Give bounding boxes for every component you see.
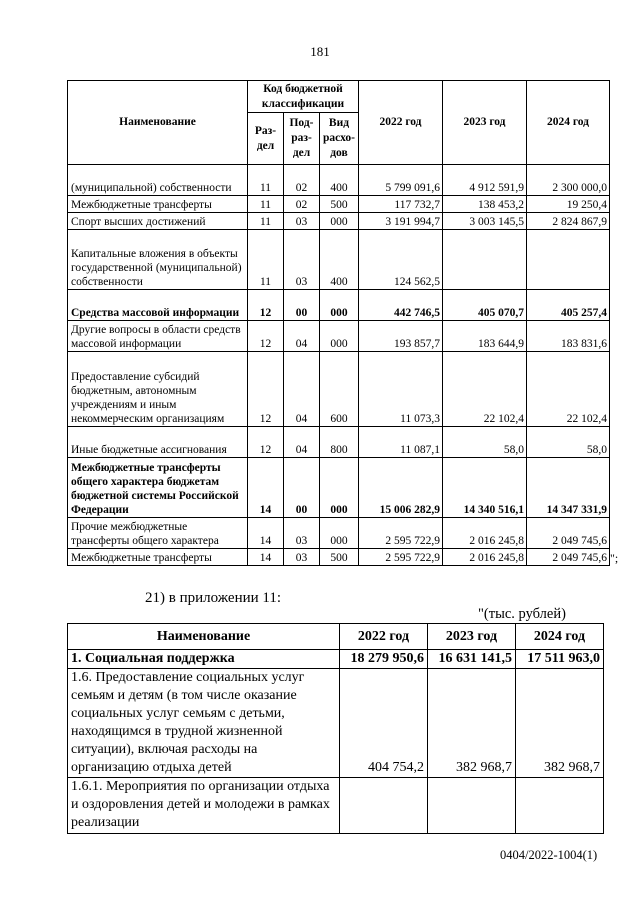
- row-subsection: 03: [284, 518, 320, 549]
- row-subsection: 03: [284, 549, 320, 566]
- row-2023: 183 644,9: [442, 321, 526, 352]
- header-2024: 2024 год: [526, 81, 609, 165]
- row-2022: 404 754,2: [340, 669, 428, 778]
- row-expense-type: 000: [320, 213, 359, 230]
- row-2022: 124 562,5: [358, 230, 442, 290]
- row-2024: 183 831,6: [526, 321, 609, 352]
- row-2023: 382 968,7: [428, 669, 516, 778]
- row-2022: 18 279 950,6: [340, 650, 428, 669]
- row-name: Предоставление субсидий бюджетным, автономным учреждениям и иным некоммерческим организациям: [68, 352, 248, 427]
- row-subsection: 02: [284, 165, 320, 196]
- table-row: [68, 669, 604, 778]
- row-section: 12: [248, 352, 284, 427]
- table-row: [68, 427, 610, 458]
- header-name: Наименование: [68, 81, 248, 165]
- row-2024: 17 511 963,0: [516, 650, 604, 669]
- header-2023: 2023 год: [428, 624, 516, 650]
- row-2023: 14 340 516,1: [442, 458, 526, 518]
- row-name: Средства массовой информации: [68, 290, 248, 321]
- row-name: Межбюджетные трансферты: [68, 196, 248, 213]
- row-2024: 14 347 331,9: [526, 458, 609, 518]
- appendix-intro-text: 21) в приложении 11:: [145, 590, 282, 606]
- row-2022: 3 191 994,7: [358, 213, 442, 230]
- table-row: [68, 549, 610, 566]
- row-expense-type: 400: [320, 165, 359, 196]
- row-2022: 193 857,7: [358, 321, 442, 352]
- row-section: 11: [248, 213, 284, 230]
- row-name: 1.6. Предоставление социальных услуг семьям и детям (в том числе оказание социальных услуг семьям с детьми, находящимся в трудной жизненной ситуации), включая расходы на организацию отдыха детей: [68, 669, 340, 778]
- header-code-group: Код бюджетной классификации: [248, 81, 359, 113]
- row-2024: [516, 778, 604, 834]
- row-subsection: 00: [284, 458, 320, 518]
- row-2024: 382 968,7: [516, 669, 604, 778]
- table-row: [68, 321, 610, 352]
- row-2022: 11 073,3: [358, 352, 442, 427]
- row-2022: 2 595 722,9: [358, 549, 442, 566]
- closing-quote-mark: ";: [610, 551, 619, 565]
- row-2023: 138 453,2: [442, 196, 526, 213]
- row-section: 14: [248, 549, 284, 566]
- table-row: [68, 650, 604, 669]
- row-2022: 442 746,5: [358, 290, 442, 321]
- row-name: Капитальные вложения в объекты государственной (муниципальной) собственности: [68, 230, 248, 290]
- budget-classification-table: [67, 80, 610, 566]
- table-row: [68, 458, 610, 518]
- social-support-table: [67, 623, 604, 834]
- row-expense-type: 000: [320, 290, 359, 321]
- row-2023: 2 016 245,8: [442, 549, 526, 566]
- row-2023: 2 016 245,8: [442, 518, 526, 549]
- row-subsection: 03: [284, 230, 320, 290]
- row-section: 14: [248, 458, 284, 518]
- row-section: 12: [248, 290, 284, 321]
- row-section: 11: [248, 165, 284, 196]
- row-2023: 22 102,4: [442, 352, 526, 427]
- row-2023: 4 912 591,9: [442, 165, 526, 196]
- row-section: 12: [248, 427, 284, 458]
- table-row: [68, 290, 610, 321]
- row-2024: 22 102,4: [526, 352, 609, 427]
- table-row: [68, 518, 610, 549]
- row-section: 11: [248, 230, 284, 290]
- row-2022: 11 087,1: [358, 427, 442, 458]
- table-row: [68, 165, 610, 196]
- table-row: [68, 196, 610, 213]
- row-2023: 58,0: [442, 427, 526, 458]
- row-subsection: 03: [284, 213, 320, 230]
- row-2023: 405 070,7: [442, 290, 526, 321]
- row-expense-type: 500: [320, 196, 359, 213]
- header-name: Наименование: [68, 624, 340, 650]
- row-name: Межбюджетные трансферты общего характера бюджетам бюджетной системы Российской Федерации: [68, 458, 248, 518]
- table-row: [68, 778, 604, 834]
- row-2022: [340, 778, 428, 834]
- row-name: Межбюджетные трансферты: [68, 549, 248, 566]
- row-2024: 405 257,4: [526, 290, 609, 321]
- row-2022: 117 732,7: [358, 196, 442, 213]
- row-subsection: 04: [284, 352, 320, 427]
- row-subsection: 04: [284, 427, 320, 458]
- header-2023: 2023 год: [442, 81, 526, 165]
- row-2024: 58,0: [526, 427, 609, 458]
- row-2024: 2 824 867,9: [526, 213, 609, 230]
- row-2023: [428, 778, 516, 834]
- row-2022: 2 595 722,9: [358, 518, 442, 549]
- row-2022: 5 799 091,6: [358, 165, 442, 196]
- row-expense-type: 500: [320, 549, 359, 566]
- row-section: 14: [248, 518, 284, 549]
- table-row: [68, 230, 610, 290]
- row-2023: [442, 230, 526, 290]
- row-expense-type: 000: [320, 321, 359, 352]
- row-expense-type: 400: [320, 230, 359, 290]
- header-section: Раз-дел: [248, 113, 284, 165]
- row-name: 1. Социальная поддержка: [68, 650, 340, 669]
- row-2024: 2 049 745,6: [526, 549, 609, 566]
- row-2023: 16 631 141,5: [428, 650, 516, 669]
- header-2024: 2024 год: [516, 624, 604, 650]
- header-2022: 2022 год: [358, 81, 442, 165]
- row-name: Спорт высших достижений: [68, 213, 248, 230]
- row-expense-type: 000: [320, 458, 359, 518]
- row-2022: 15 006 282,9: [358, 458, 442, 518]
- row-expense-type: 800: [320, 427, 359, 458]
- row-name: Иные бюджетные ассигнования: [68, 427, 248, 458]
- header-expense-type: Вид расхо-дов: [320, 113, 359, 165]
- row-name: Прочие межбюджетные трансферты общего характера: [68, 518, 248, 549]
- header-2022: 2022 год: [340, 624, 428, 650]
- row-name: Другие вопросы в области средств массовой информации: [68, 321, 248, 352]
- table-row: [68, 352, 610, 427]
- row-2024: 2 300 000,0: [526, 165, 609, 196]
- row-subsection: 04: [284, 321, 320, 352]
- row-subsection: 00: [284, 290, 320, 321]
- row-expense-type: 600: [320, 352, 359, 427]
- row-section: 12: [248, 321, 284, 352]
- page-number: 181: [310, 44, 330, 59]
- row-name: 1.6.1. Мероприятия по организации отдыха и оздоровления детей и молодежи в рамках реализации: [68, 778, 340, 834]
- row-section: 11: [248, 196, 284, 213]
- header-subsection: Под-раз-дел: [284, 113, 320, 165]
- table-row: [68, 213, 610, 230]
- unit-label: "(тыс. рублей): [478, 606, 566, 622]
- row-2024: [526, 230, 609, 290]
- row-2024: 19 250,4: [526, 196, 609, 213]
- row-subsection: 02: [284, 196, 320, 213]
- row-2023: 3 003 145,5: [442, 213, 526, 230]
- row-expense-type: 000: [320, 518, 359, 549]
- row-name: (муниципальной) собственности: [68, 165, 248, 196]
- row-2024: 2 049 745,6: [526, 518, 609, 549]
- document-code: 0404/2022-1004(1): [500, 848, 598, 862]
